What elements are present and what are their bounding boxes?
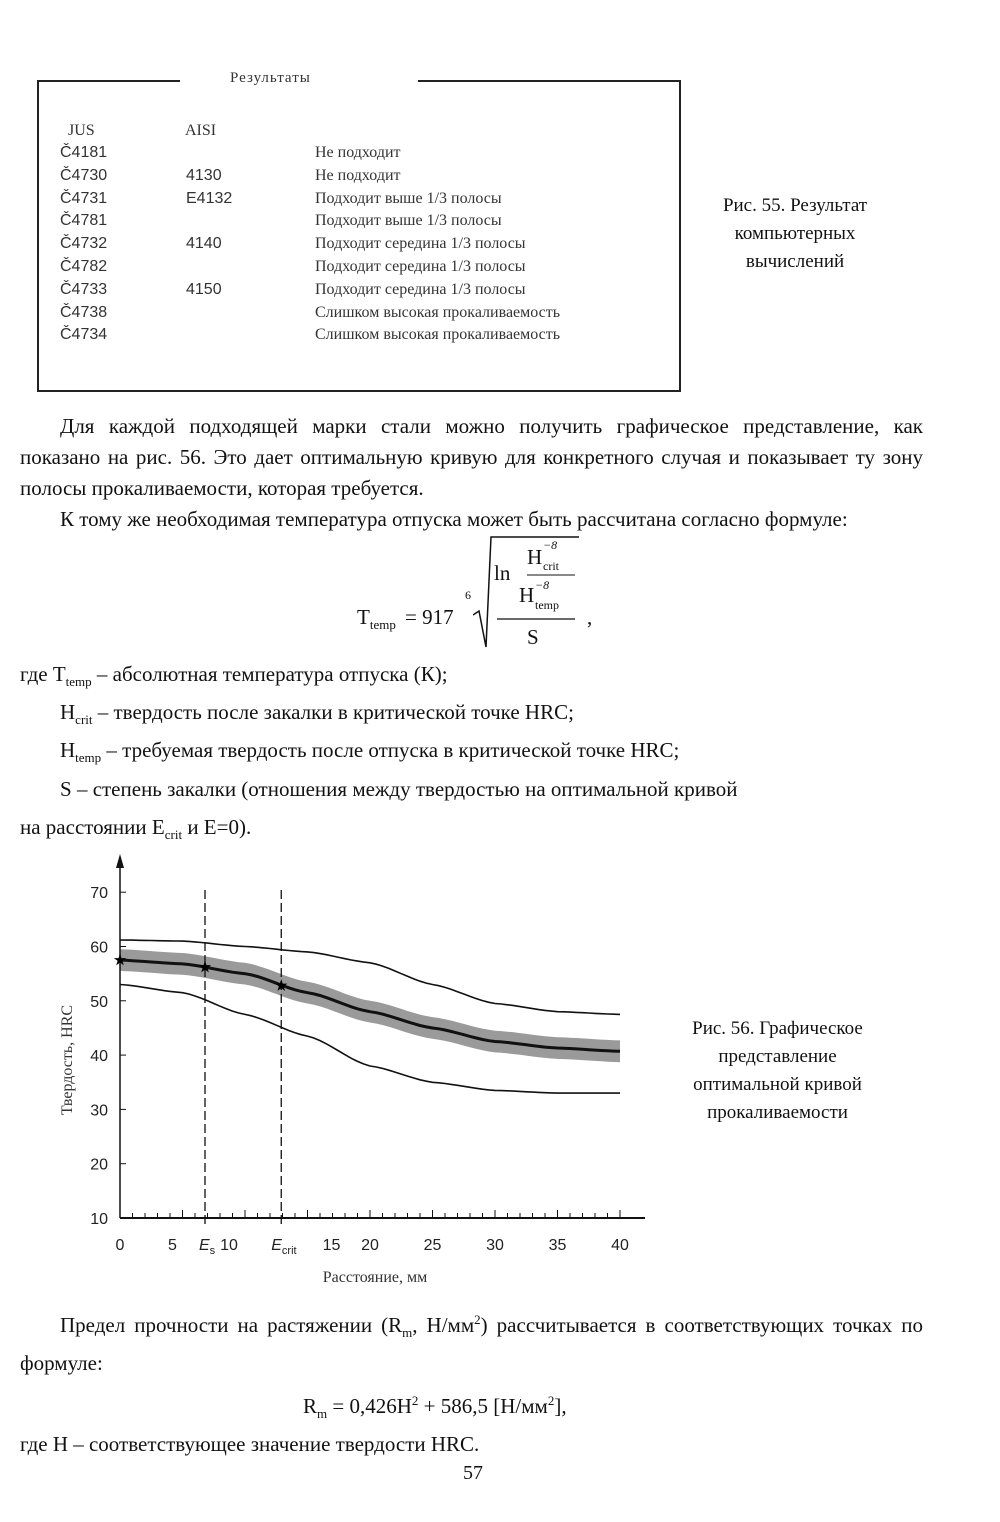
results-cell-result: Слишком высокая прокаливаемость [315, 303, 561, 321]
marker-label [271, 1237, 296, 1257]
text: на расстоянии E [20, 814, 165, 839]
formula-text: H [527, 545, 543, 569]
fig55-caption [700, 192, 890, 276]
caption-line: оптимальной кривой [693, 1074, 862, 1095]
text: = 0,426H [327, 1394, 412, 1419]
results-cell-result: Подходит выше 1/3 полосы [315, 212, 502, 230]
x-tick-label: 25 [423, 1237, 442, 1254]
results-cell-jus: Č4734 [60, 326, 108, 344]
results-cell-aisi: E4132 [186, 189, 233, 207]
x-tick-label: 0 [115, 1237, 125, 1254]
formula-text: S [527, 625, 539, 649]
symbol: H [60, 738, 76, 763]
marker-letter: E [271, 1237, 282, 1254]
text: ) рассчитывается в соответствующих точках по формуле: [20, 1313, 923, 1376]
formula-sub: temp [369, 617, 396, 633]
caption-line: Рис. 56. Графическое [692, 1018, 863, 1039]
marker-label [199, 1237, 216, 1257]
results-cell-jus: Č4730 [60, 166, 108, 184]
results-cell-jus: Č4731 [60, 189, 108, 207]
results-cell-jus: Č4738 [60, 303, 108, 321]
results-cell-jus: Č4181 [60, 144, 108, 161]
marker-sub: crit [281, 1245, 297, 1257]
symbol: H [60, 700, 76, 725]
marker-sub: s [209, 1245, 216, 1257]
definition-text: – степень закалки (отношения между твердостью на оптимальной кривой [71, 776, 738, 801]
formula-sup: −8 [535, 578, 550, 592]
definition-line [20, 774, 923, 812]
y-tick-label: 70 [90, 885, 108, 903]
x-tick-label: 5 [168, 1237, 177, 1254]
tempering-formula [357, 535, 607, 655]
definition-text: – требуемая твердость после отпуска в критической точке HRC; [101, 738, 680, 763]
results-title: Результаты [230, 70, 311, 86]
text: R [303, 1394, 318, 1419]
formula-text: H [519, 583, 535, 607]
sub: m [402, 1325, 413, 1341]
symbol: S [60, 776, 72, 801]
text-flow-bottom [20, 1304, 923, 1460]
caption-line: Рис. 55. Результат [722, 195, 868, 216]
formula-sub: crit [543, 559, 559, 573]
formula-text: , [587, 605, 593, 629]
y-tick-label: 60 [90, 939, 108, 957]
definition-line [20, 659, 923, 697]
y-tick-label: 30 [90, 1102, 108, 1120]
y-tick-label: 50 [90, 993, 108, 1011]
definitions [20, 659, 923, 812]
formula-text: = 917 [405, 605, 454, 629]
results-cell-jus: Č4781 [60, 212, 108, 230]
results-cell-result: Подходит середина 1/3 полосы [315, 258, 526, 275]
root-index: 6 [465, 588, 471, 602]
text-flow [20, 411, 923, 850]
definition-line [20, 735, 923, 773]
formula-sup: −8 [543, 538, 558, 552]
results-cell-aisi: 4150 [186, 280, 222, 298]
hardenability-chart [0, 850, 650, 1300]
results-cell-result: Слишком высокая прокаливаемость [315, 326, 561, 344]
sup: 2 [547, 1393, 555, 1409]
text: Предел прочности на растяжении (R [60, 1313, 403, 1337]
results-cell-result: Подходит середина 1/3 полосы [315, 235, 526, 253]
y-axis-arrow [116, 854, 124, 868]
results-cell-result: Не подходит [315, 144, 401, 161]
marker-letter: E [199, 1237, 210, 1254]
caption-line: компьютерных [734, 223, 856, 244]
formula-text: T [357, 605, 370, 629]
strength-formula [20, 1385, 923, 1429]
sup: 2 [474, 1312, 481, 1327]
x-tick-label: 10 [220, 1237, 238, 1254]
results-cell-jus: Č4733 [60, 280, 108, 298]
symbol: где T [20, 662, 66, 686]
formula-sub: temp [535, 598, 559, 612]
y-axis-label: Твердость, HRC [59, 1004, 76, 1116]
formula-text: ln [494, 561, 511, 585]
definition-text: – абсолютная температура отпуска (К); [91, 662, 448, 686]
box-border [418, 80, 679, 82]
results-cell-result: Подходит выше 1/3 полосы [315, 189, 502, 207]
caption-line: вычислений [745, 251, 845, 272]
results-cell-aisi: 4140 [186, 235, 222, 253]
x-tick-label: 15 [322, 1237, 341, 1254]
caption-line: представление [718, 1046, 837, 1067]
results-cell-jus: Č4782 [60, 258, 108, 275]
y-tick-label: 40 [90, 1048, 108, 1066]
text: , Н/мм [412, 1313, 475, 1337]
symbol-sub: crit [75, 712, 93, 728]
paragraph: К тому же необходимая температура отпуска может быть рассчитана согласно формуле: [60, 507, 848, 531]
col-header-aisi: AISI [185, 122, 217, 139]
results-cell-jus: Č4732 [60, 235, 108, 253]
col-header-jus: JUS [68, 122, 95, 139]
x-tick-label: 35 [548, 1237, 567, 1254]
definition-continuation [20, 812, 923, 850]
text: ], [554, 1394, 567, 1419]
y-tick-label: 10 [90, 1211, 108, 1228]
results-cell-result: Подходит середина 1/3 полосы [315, 280, 526, 298]
definition-line [20, 697, 923, 735]
symbol-sub: temp [65, 674, 92, 690]
fig56-caption [655, 1015, 900, 1127]
definition-text: – твердость после закалки в критической точке HRC; [92, 700, 574, 725]
paragraph [20, 1304, 923, 1379]
x-tick-label: 20 [361, 1237, 379, 1254]
results-cell-aisi: 4130 [186, 166, 222, 184]
sub: crit [164, 826, 183, 842]
paragraph: Для каждой подходящей марки стали можно получить графическое представление, как показано на рис. 56. Это дает оптимальную кривую для конкретного случая и показывает ту зону полосы прокаливаемости, которая требуется. [20, 414, 923, 500]
paragraph: где H – соответствующее значение твердости HRC. [20, 1432, 480, 1457]
page-number: 57 [463, 1462, 483, 1484]
x-axis-label: Расстояние, мм [322, 1269, 428, 1286]
sup: 2 [411, 1393, 419, 1409]
symbol-sub: temp [75, 750, 102, 766]
sub: m [317, 1406, 328, 1422]
caption-line: прокаливаемости [707, 1102, 848, 1123]
x-tick-label: 40 [611, 1237, 629, 1254]
results-cell-result: Не подходит [315, 166, 401, 184]
box-border [37, 80, 180, 82]
text: и E=0). [182, 814, 252, 839]
y-tick-label: 20 [90, 1156, 108, 1174]
text: + 586,5 [Н/мм [418, 1394, 548, 1419]
x-tick-label: 30 [486, 1237, 504, 1254]
